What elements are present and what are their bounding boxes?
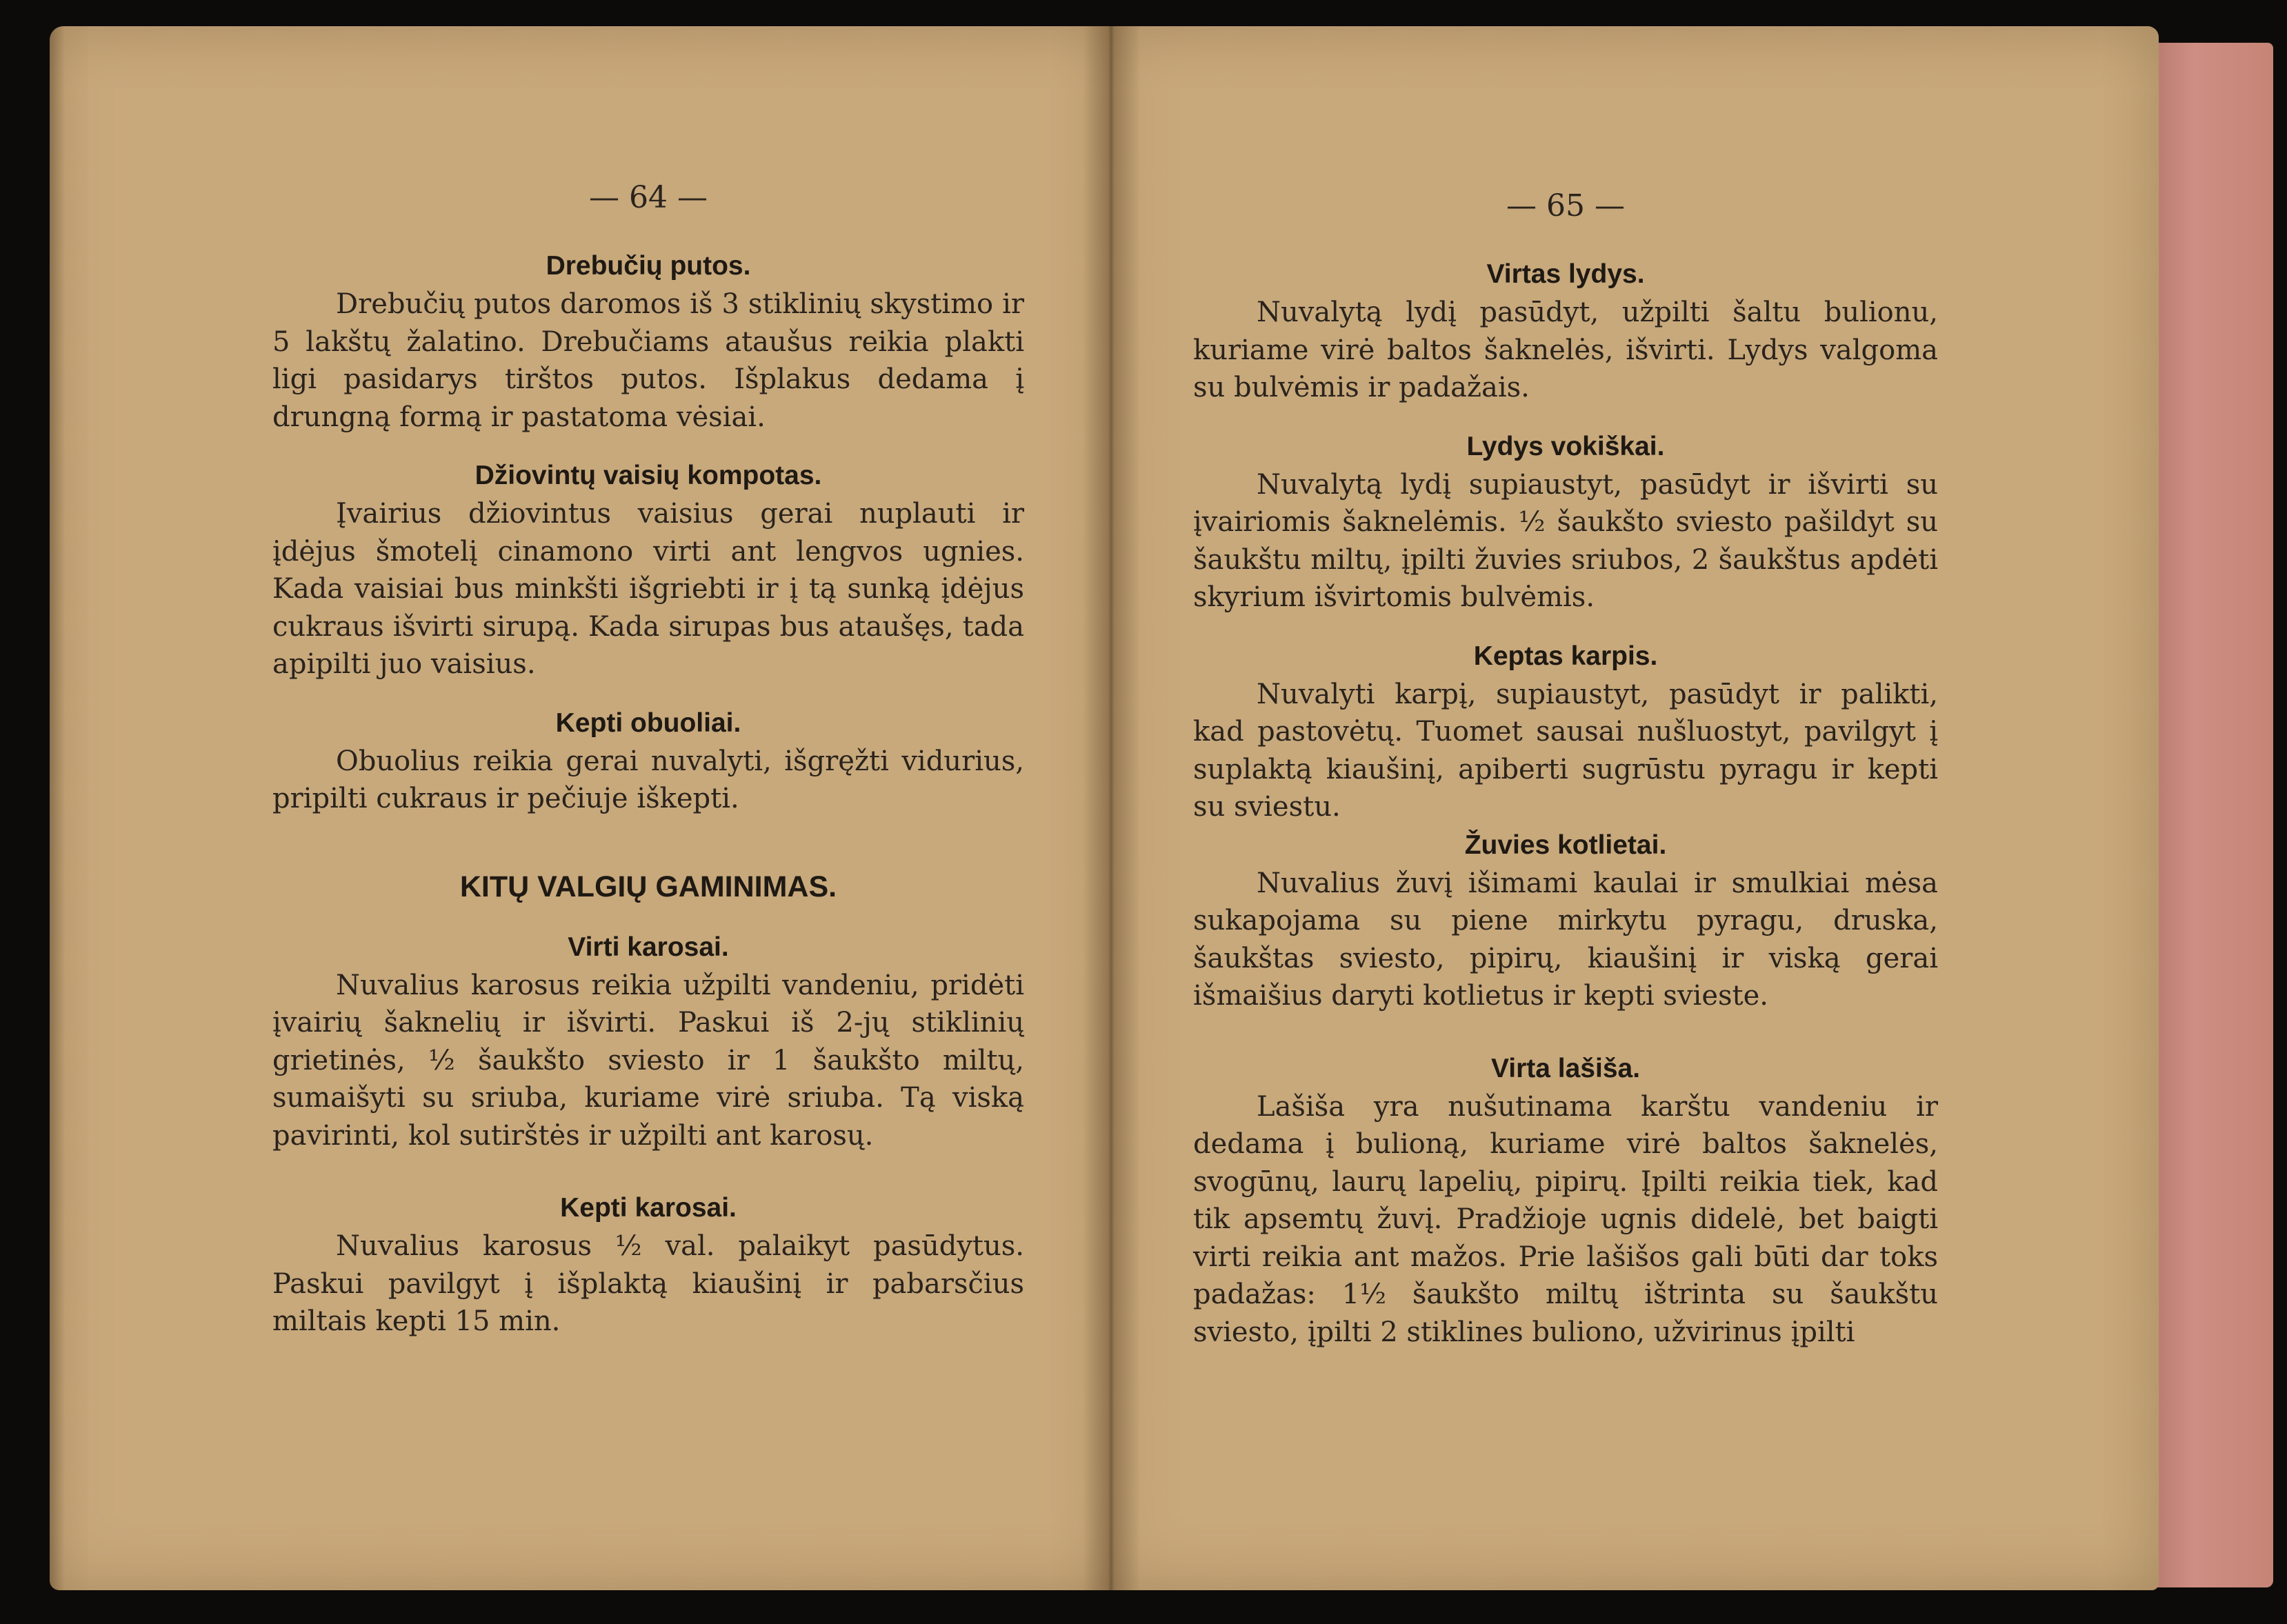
right-page-text: [1193, 186, 1938, 1351]
back-cover: [2152, 43, 2273, 1587]
recipe-text: Nuvalyti karpį, supiaustyt, pasūdyt ir palikti, kad pastovėtų. Tuomet sausai nušluostyt, pavilgyt į suplaktą kiaušinį, apiberti sugrūstu pyragu ir kepti su sviestu.: [1193, 678, 1938, 823]
recipe-title: Kepti karosai.: [560, 1193, 737, 1223]
recipe-text: Obuolius reikia gerai nuvalyti, išgręžti vidurius, pripilti cukraus ir pečiuje iškepti.: [272, 745, 1024, 814]
recipe-title: Lydys vokiškai.: [1466, 431, 1665, 461]
recipe-title: Žuvies kotlietai.: [1464, 830, 1667, 860]
recipe-title: Virta lašiša.: [1490, 1053, 1641, 1083]
recipe-title: Virti karosai.: [568, 932, 729, 962]
page-number: — 64 —: [589, 180, 708, 215]
book-gutter: [1083, 26, 1139, 1590]
recipe-title: Keptas karpis.: [1473, 641, 1658, 671]
recipe-text: Drebučių putos daromos iš 3 stiklinių skystimo ir 5 lakštų žalatino. Drebučiams ataušus reikia plakti ligi pasidarys tirštos putos. Išplakus dedama į drungną formą ir pastatoma vėsiai.: [272, 288, 1024, 433]
chapter-title: KITŲ VALGIŲ GAMINIMAS.: [459, 870, 837, 903]
recipe-title: Virtas lydys.: [1486, 259, 1645, 289]
recipe-text: Nuvalius karosus reikia užpilti vandeniu, pridėti įvairių šaknelių ir išvirti. Paskui iš 2-jų stiklinių grietinės, ½ šaukšto sviesto ir 1 šaukšto miltų, sumaišyti su sriuba, kuriame virė sriuba. Tą viską pavirinti, kol sutirštės ir užpilti ant karosų.: [272, 969, 1024, 1152]
recipe-text: Lašiša yra nušutinama karštu vandeniu ir dedama į bulioną, kuriame virė baltos šaknelės, svogūnų, laurų lapelių, pipirų. Įpilti reikia tiek, kad tik apsemtų žuvį. Pradžioje ugnis didelė, bet baigti virti reikia ant mažos. Prie lašišos gali būti dar toks padažas: 1½ šaukšto miltų ištrinta su šaukštu sviesto, įpilti 2 stiklines buliono, užvirinus įpilti: [1193, 1090, 1938, 1348]
recipe-text: Nuvalytą lydį supiaustyt, pasūdyt ir išvirti su įvairiomis šaknelėmis. ½ šaukšto sviesto pašildyt su šaukštu miltų, įpilti žuvies sriubos, 2 šaukštus apdėti skyrium išvirtomis bulvėmis.: [1193, 468, 1938, 613]
recipe-text: Nuvalytą lydį pasūdyt, užpilti šaltu bulionu, kuriame virė baltos šaknelės, išvirti. Lydys valgoma su bulvėmis ir padažais.: [1193, 297, 1938, 403]
recipe-text: Nuvalius karosus ½ val. palaikyt pasūdytus. Paskui pavilgyt į išplaktą kiaušinį ir pabarsčius miltais kepti 15 min.: [272, 1230, 1024, 1337]
recipe-title: Drebučių putos.: [546, 251, 751, 281]
recipe-text: Nuvalius žuvį išimami kaulai ir smulkiai mėsa sukapojama su piene mirkytu pyragu, druska, šaukštas sviesto, pipirų, kiaušinį ir viską gerai išmaišius daryti kotlietus ir kepti svieste.: [1193, 867, 1938, 1012]
left-page-text: [272, 178, 1024, 1341]
page-number: — 65 —: [1506, 188, 1625, 223]
recipe-title: Džiovintų vaisių kompotas.: [475, 461, 822, 490]
recipe-text: Įvairius džiovintus vaisius gerai nuplauti ir įdėjus šmotelį cinamono virti ant lengvos ugnies. Kada vaisiai bus minkšti išgriebti ir į tą sunką įdėjus cukraus išvirti sirupą. Kada sirupas bus ataušęs, tada apipilti juo vaisius.: [272, 498, 1024, 680]
left-page-edge: [50, 26, 65, 1590]
recipe-title: Kepti obuoliai.: [555, 708, 741, 738]
